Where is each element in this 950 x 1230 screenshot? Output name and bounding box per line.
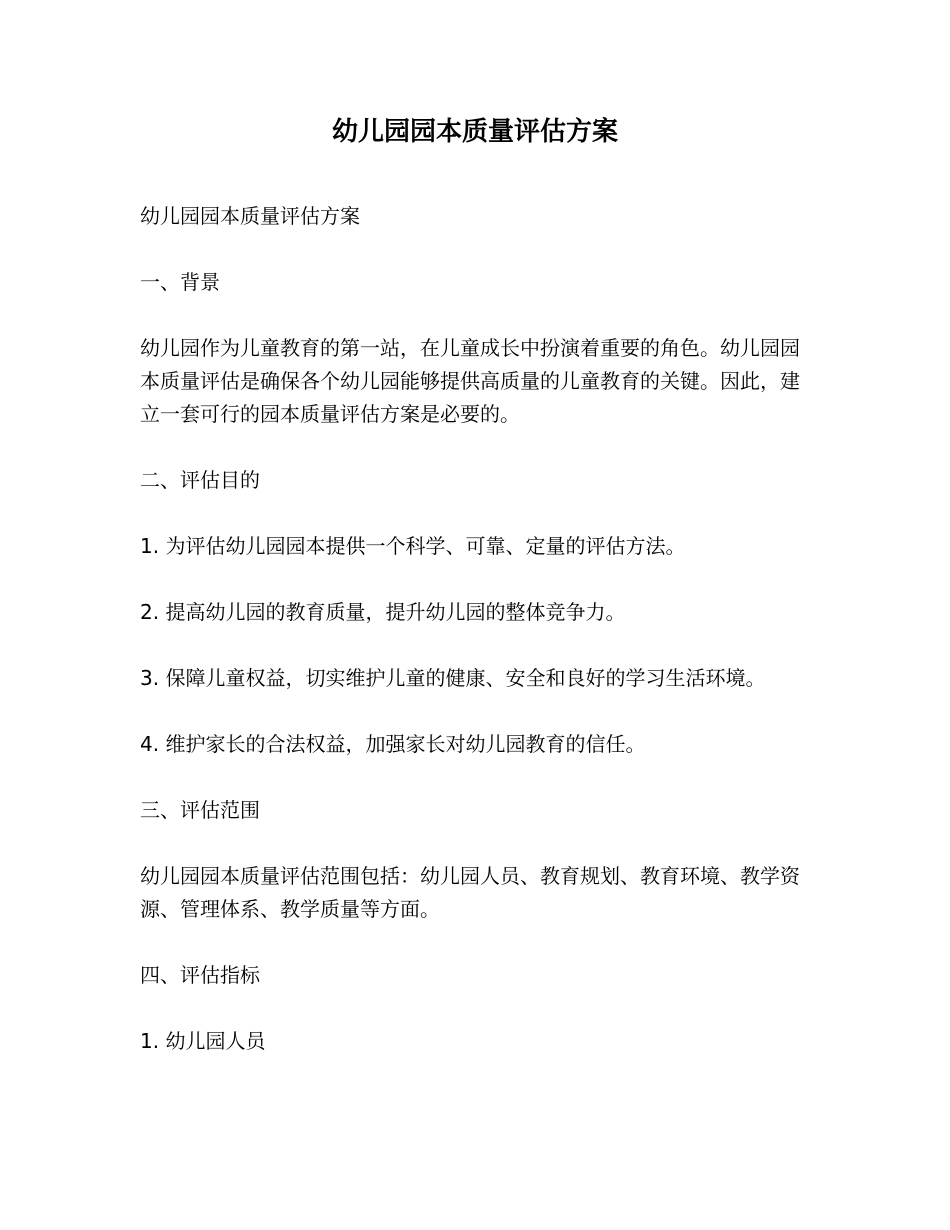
document-title: 幼儿园园本质量评估方案	[331, 117, 618, 147]
section-heading-indicators: 四、评估指标	[140, 963, 260, 987]
indicator-item-1: 1. 幼儿园人员	[140, 1029, 266, 1053]
section-heading-scope: 三、评估范围	[140, 798, 260, 822]
subtitle-paragraph: 幼儿园园本质量评估方案	[140, 204, 360, 228]
document-body	[140, 200, 800, 1091]
purpose-item-1: 1. 为评估幼儿园园本提供一个科学、可靠、定量的评估方法。	[140, 534, 686, 558]
purpose-item-3: 3. 保障儿童权益，切实维护儿童的健康、安全和良好的学习生活环境。	[140, 666, 766, 690]
purpose-item-4: 4. 维护家长的合法权益，加强家长对幼儿园教育的信任。	[140, 732, 646, 756]
section-heading-purpose: 二、评估目的	[140, 468, 260, 492]
background-paragraph: 幼儿园作为儿童教育的第一站，在儿童成长中扮演着重要的角色。幼儿园园本质量评估是确保各个幼儿园能够提供高质量的儿童教育的关键。因此，建立一套可行的园本质量评估方案是必要的。	[140, 336, 800, 426]
scope-paragraph: 幼儿园园本质量评估范围包括：幼儿园人员、教育规划、教育环境、教学资源、管理体系、教学质量等方面。	[140, 864, 800, 921]
section-heading-background: 一、背景	[140, 270, 220, 294]
purpose-item-2: 2. 提高幼儿园的教育质量，提升幼儿园的整体竞争力。	[140, 600, 626, 624]
